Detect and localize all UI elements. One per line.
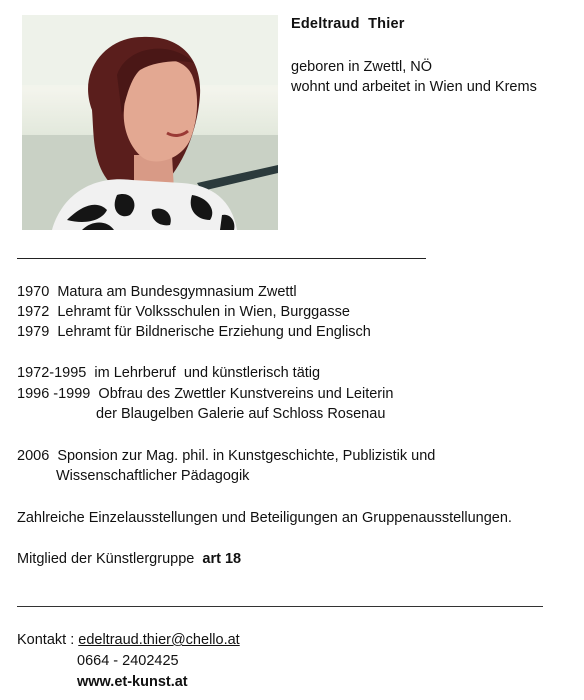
residence: wohnt und arbeitet in Wien und Krems: [291, 79, 537, 95]
exhibitions-note: Zahlreiche Einzelausstellungen und Beteiligungen an Gruppenausstellungen.: [17, 510, 512, 526]
timeline-entry: 1972 Lehramt für Volksschulen in Wien, Burggasse: [17, 304, 350, 320]
portrait-image: [22, 15, 278, 230]
membership-text: Mitglied der Künstlergruppe: [17, 551, 203, 567]
timeline-entry: 1996 -1999 Obfrau des Zwettler Kunstvereins und Leiterin: [17, 386, 394, 402]
contact-label: Kontakt :: [17, 632, 79, 648]
portrait-photo: [22, 15, 278, 230]
birthplace: geboren in Zwettl, NÖ: [291, 59, 433, 75]
contact: [17, 630, 240, 650]
timeline-entry: 2006 Sponsion zur Mag. phil. in Kunstgeschichte, Publizistik und: [17, 448, 436, 464]
timeline-entry: 1979 Lehramt für Bildnerische Erziehung und Englisch: [17, 324, 371, 340]
group-name: art 18: [202, 551, 242, 567]
membership: [17, 549, 241, 569]
timeline-entry-continued: der Blaugelben Galerie auf Schloss Rosenau: [96, 406, 386, 422]
timeline-entry-continued: Wissenschaftlicher Pädagogik: [56, 468, 250, 484]
phone-number: 0664 - 2402425: [77, 653, 179, 669]
intro: [291, 57, 537, 97]
timeline-entry: 1972-1995 im Lehrberuf und künstlerisch tätig: [17, 365, 321, 381]
divider-bottom: [17, 606, 543, 607]
divider-top: [17, 258, 426, 259]
artist-name: Edeltraud Thier: [291, 16, 405, 32]
website[interactable]: www.et-kunst.at: [77, 674, 188, 690]
email-link[interactable]: edeltraud.thier@chello.at: [78, 632, 240, 648]
timeline-entry: 1970 Matura am Bundesgymnasium Zwettl: [17, 284, 297, 300]
